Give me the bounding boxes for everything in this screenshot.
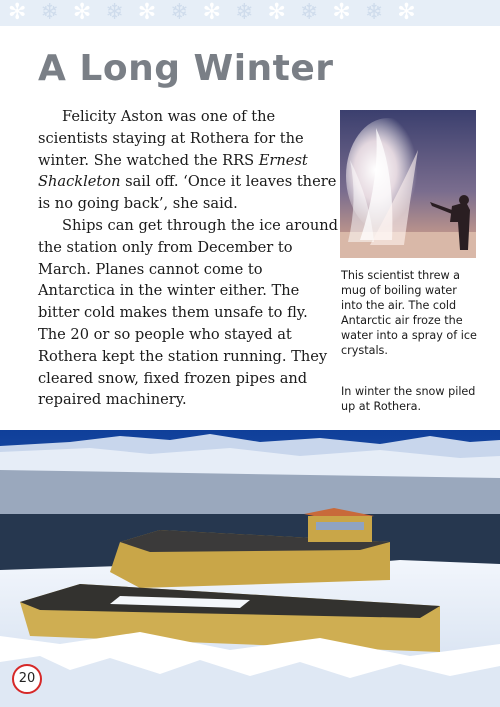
ship-name: Ernest Shackleton — [38, 151, 308, 191]
snowflake-icon: ✻ — [8, 0, 27, 25]
snowflake-icon: ❄ — [235, 0, 254, 25]
body-text — [38, 106, 338, 411]
snowflake-icon: ✻ — [397, 0, 416, 25]
paragraph: Felicity Aston was one of the scientists staying at Rothera for the winter. She watched the RRS Ernest Shackleton sail off. ‘Once it leaves there is no going back’, she said. — [38, 108, 337, 213]
snowflake-icon: ✻ — [332, 0, 351, 25]
page-title: A Long Winter — [38, 48, 334, 89]
snowflake-icon: ✻ — [137, 0, 157, 25]
snowflake-icon: ❄ — [170, 0, 189, 25]
page-number: 20 — [12, 664, 42, 694]
snowflake-icon: ✻ — [267, 0, 286, 25]
snowflake-icon: ❄ — [364, 0, 384, 25]
snowflake-icon: ✻ — [72, 0, 92, 25]
paragraph: Ships can get through the ice around the station only from December to March. Planes cannot come to Antarctica in the winter either. The bitter cold makes them unsafe to fly. The 20 or so people who stayed at Rothera kept the station running. They cleared snow, fixed frozen pipes and repaired machinery. — [38, 216, 338, 409]
snowflake-icon: ❄ — [105, 0, 124, 25]
caption-ice-spray: This scientist threw a mug of boiling water into the air. The cold Antarctic air froze the water into a spray of ice crystals. — [341, 269, 477, 357]
snowflake-icon: ❄ — [299, 0, 319, 25]
caption-snow: In winter the snow piled up at Rothera. — [341, 385, 476, 413]
snowflake-icon: ✻ — [202, 0, 222, 25]
snowflake-border — [0, 0, 500, 26]
rothera-station-photo — [0, 430, 500, 707]
ice-spray-photo — [340, 110, 476, 258]
snowflake-icon: ❄ — [40, 0, 59, 25]
